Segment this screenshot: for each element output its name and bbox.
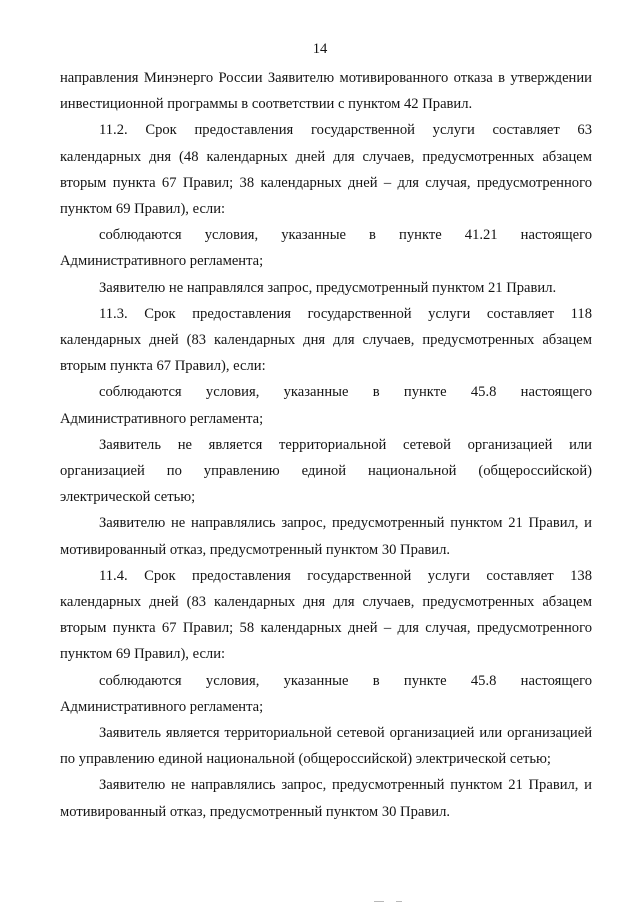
scan-artifact: [396, 901, 402, 902]
paragraph-11-2: 11.2. Срок предоставления государственной услуги составляет 63 календарных дня (48 календарных дней для случаев, предусмотренных абзацем вторым пункта 67 Правил; 38 календарных дней – для случая, предусмотренного пунктом 69 Правил), если:: [60, 122, 592, 218]
paragraph-condition: соблюдаются условия, указанные в пункте 45.8 настоящего Административного регламента;: [60, 672, 592, 715]
paragraph-condition: соблюдаются условия, указанные в пункте 41.21 настоящего Административного регламента;: [60, 227, 592, 270]
paragraph-condition: Заявителю не направлялись запрос, предусмотренный пунктом 21 Правил, и мотивированный отказ, предусмотренный пунктом 30 Правил.: [60, 777, 592, 820]
document-body: [60, 65, 592, 825]
paragraph-11-3: 11.3. Срок предоставления государственной услуги составляет 118 календарных дней (83 календарных дня для случаев, предусмотренных абзацем вторым пункта 67 Правил), если:: [60, 305, 592, 375]
paragraph-condition: Заявителю не направлялся запрос, предусмотренный пунктом 21 Правил.: [99, 279, 557, 296]
paragraph-11-4: 11.4. Срок предоставления государственной услуги составляет 138 календарных дней (83 календарных дня для случаев, предусмотренных абзацем вторым пункта 67 Правил; 58 календарных дней – для случая, предусмотренного пунктом 69 Правил), если:: [60, 567, 592, 663]
paragraph-continuation: направления Минэнерго России Заявителю мотивированного отказа в утверждении инвестиционной программы в соответствии с пунктом 42 Правил.: [60, 70, 592, 113]
paragraph-condition: соблюдаются условия, указанные в пункте 45.8 настоящего Административного регламента;: [60, 384, 592, 427]
scan-artifact: [374, 901, 384, 902]
paragraph-condition: Заявитель является территориальной сетевой организацией или организацией по управлению единой национальной (общероссийской) электрической сетью;: [60, 725, 592, 768]
paragraph-condition: Заявитель не является территориальной сетевой организацией или организацией по управлению единой национальной (общероссийской) электрической сетью;: [60, 436, 592, 506]
paragraph-condition: Заявителю не направлялись запрос, предусмотренный пунктом 21 Правил, и мотивированный отказ, предусмотренный пунктом 30 Правил.: [60, 515, 592, 558]
page-number: 14: [312, 41, 328, 57]
